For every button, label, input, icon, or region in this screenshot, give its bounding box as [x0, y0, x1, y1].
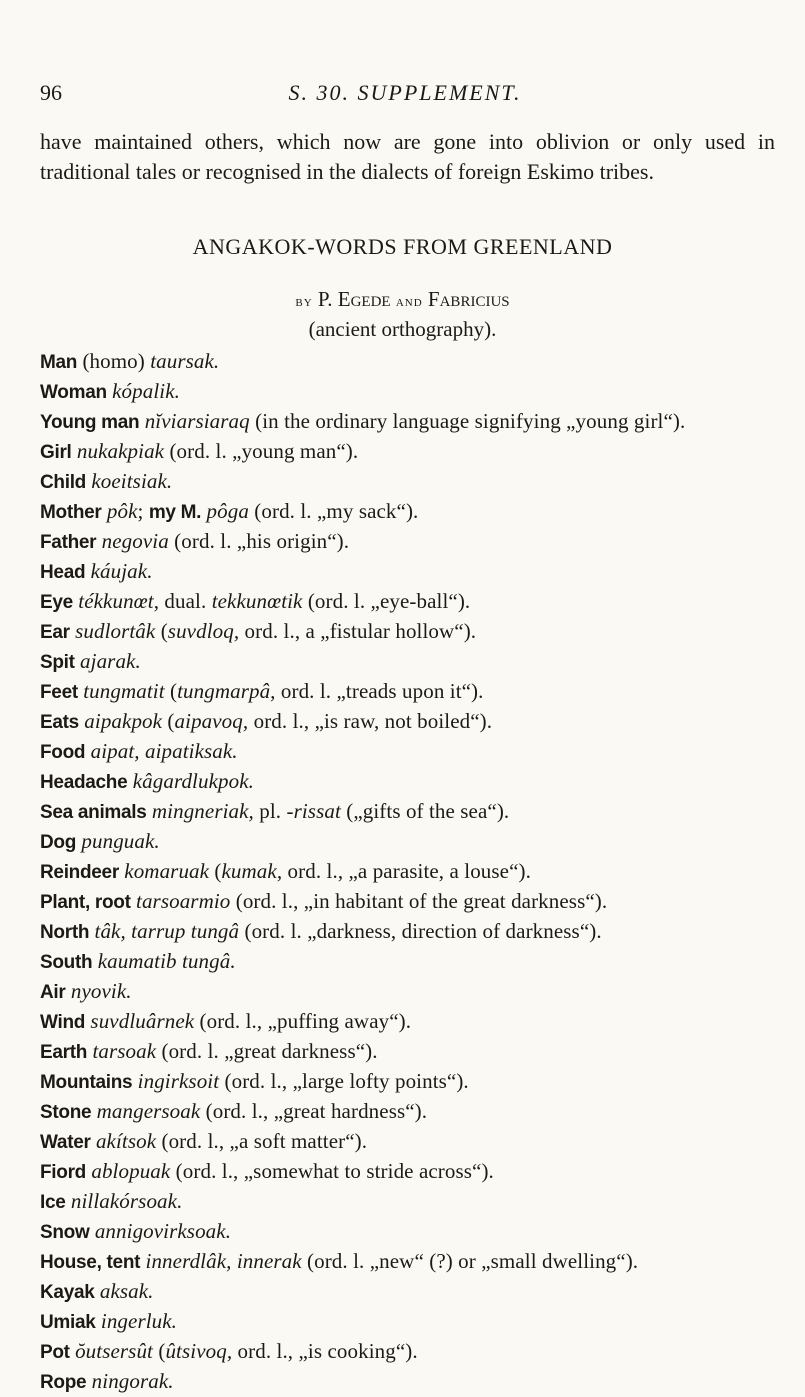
section-title: ANGAKOK-WORDS FROM GREENLAND: [192, 234, 613, 259]
entry-text: (: [155, 619, 168, 643]
word-entry: [40, 857, 775, 887]
entry-headword: Water: [40, 1132, 91, 1153]
author-egede: P. Egede: [317, 287, 391, 311]
entry-angakok-word: ûtsivoq,: [165, 1339, 233, 1363]
entry-angakok-word: suvdloq,: [167, 619, 240, 643]
byline-and: and: [395, 294, 423, 310]
entry-angakok-word: akítsok: [95, 1129, 157, 1153]
entry-text: (: [209, 859, 222, 883]
entry-text: (ord. l. „eye-ball“).: [302, 589, 471, 613]
entry-headword: Kayak: [40, 1282, 95, 1303]
entry-text: ;: [137, 499, 149, 523]
entry-headword: Mother: [40, 502, 102, 523]
word-entry: [40, 1307, 775, 1337]
entry-headword: Earth: [40, 1042, 88, 1063]
word-entry: [40, 407, 775, 437]
entry-angakok-word: taursak.: [150, 349, 220, 373]
word-entry: [40, 1037, 775, 1067]
entry-angakok-word: kópalik.: [112, 379, 180, 403]
entry-headword: Mountains: [40, 1072, 133, 1093]
entry-headword: my M.: [148, 502, 202, 523]
word-entry: [40, 377, 775, 407]
entry-headword: Young man: [40, 412, 140, 433]
entry-headword: Pot: [40, 1342, 70, 1363]
entry-text: (: [153, 1339, 166, 1363]
word-entry: [40, 947, 775, 977]
orthography-note: (ancient orthography).: [308, 317, 497, 341]
entry-angakok-word: -rissat: [286, 799, 341, 823]
entry-text: ord. l., „is cooking“).: [232, 1339, 418, 1363]
entry-headword: Child: [40, 472, 86, 493]
entry-headword: Food: [40, 742, 86, 763]
entry-text: (ord. l., „great hardness“).: [200, 1099, 428, 1123]
word-entry: [40, 647, 775, 677]
word-entry: [40, 1277, 775, 1307]
page-number: 96: [40, 80, 62, 105]
entry-text: (ord. l. „darkness, direction of darkness“).: [239, 919, 602, 943]
entry-text: (: [162, 709, 175, 733]
word-list: [40, 347, 775, 1397]
page-header: [40, 80, 770, 110]
entry-headword: Air: [40, 982, 66, 1003]
word-entry: [40, 527, 775, 557]
entry-angakok-word: komaruak: [124, 859, 210, 883]
entry-headword: Plant, root: [40, 892, 131, 913]
word-entry: [40, 587, 775, 617]
entry-headword: North: [40, 922, 90, 943]
entry-text: (ord. l., „a soft matter“).: [156, 1129, 368, 1153]
word-entry: [40, 1127, 775, 1157]
word-entry: [40, 1247, 775, 1277]
entry-angakok-word: tekkunœtik: [211, 589, 303, 613]
entry-angakok-word: tékkunœt,: [78, 589, 160, 613]
word-entry: [40, 437, 775, 467]
word-entry: [40, 1187, 775, 1217]
entry-text: (in the ordinary language signifying „young girl“).: [249, 409, 686, 433]
word-entry: [40, 737, 775, 767]
word-entry: [40, 1007, 775, 1037]
intro-paragraph: have maintained others, which now are gone into oblivion or only used in traditional tales or recognised in the dialects of foreign Eskimo tribes.: [40, 129, 775, 184]
entry-angakok-word: ajarak.: [80, 649, 141, 673]
entry-angakok-word: tungmarpâ,: [177, 679, 276, 703]
entry-text: (ord. l., „somewhat to stride across“).: [170, 1159, 494, 1183]
entry-angakok-word: nukakpiak: [76, 439, 165, 463]
entry-headword: Stone: [40, 1102, 92, 1123]
byline: [0, 287, 805, 312]
entry-text: ord. l. „treads upon it“).: [275, 679, 484, 703]
entry-angakok-word: tungmatit: [83, 679, 165, 703]
entry-text: (ord. l., „puffing away“).: [194, 1009, 412, 1033]
entry-text: ord. l., „is raw, not boiled“).: [248, 709, 493, 733]
word-entry: [40, 1097, 775, 1127]
entry-text: pl.: [253, 799, 287, 823]
entry-headword: Ear: [40, 622, 70, 643]
entry-headword: Girl: [40, 442, 72, 463]
entry-angakok-word: suvdluârnek: [90, 1009, 195, 1033]
word-entry: [40, 1367, 775, 1397]
entry-headword: Headache: [40, 772, 128, 793]
entry-headword: Head: [40, 562, 86, 583]
word-entry: [40, 1337, 775, 1367]
entry-angakok-word: ningorak.: [91, 1369, 174, 1393]
entry-angakok-word: aipakpok: [84, 709, 163, 733]
word-entry: [40, 887, 775, 917]
entry-headword: Woman: [40, 382, 107, 403]
entry-angakok-word: kumak,: [221, 859, 283, 883]
entry-headword: Wind: [40, 1012, 86, 1033]
entry-headword: Snow: [40, 1222, 90, 1243]
entry-angakok-word: nĭviarsiaraq: [144, 409, 250, 433]
entry-angakok-word: tarsoak: [92, 1039, 157, 1063]
word-entry: [40, 677, 775, 707]
entry-angakok-word: koeitsiak.: [91, 469, 173, 493]
entry-text: (homo): [77, 349, 151, 373]
entry-angakok-word: pôk: [106, 499, 138, 523]
entry-angakok-word: kâgardlukpok.: [132, 769, 254, 793]
entry-text: (ord. l. „great darkness“).: [156, 1039, 378, 1063]
entry-headword: Sea animals: [40, 802, 147, 823]
word-entry: [40, 467, 775, 497]
entry-headword: Fiord: [40, 1162, 86, 1183]
byline-by: by: [295, 294, 313, 310]
entry-angakok-word: kaumatib tungâ.: [97, 949, 236, 973]
word-entry: [40, 977, 775, 1007]
word-entry: [40, 1067, 775, 1097]
entry-headword: Rope: [40, 1372, 87, 1393]
word-entry: [40, 917, 775, 947]
entry-angakok-word: tâk, tarrup tungâ: [94, 919, 240, 943]
entry-headword: Reindeer: [40, 862, 119, 883]
entry-headword: Man: [40, 352, 78, 373]
entry-angakok-word: ablориak: [91, 1159, 171, 1183]
entry-angakok-word: káujak.: [90, 559, 153, 583]
entry-headword: Father: [40, 532, 97, 553]
word-entry: [40, 797, 775, 827]
entry-headword: Eye: [40, 592, 73, 613]
entry-angakok-word: ŏutsersût: [75, 1339, 153, 1363]
entry-angakok-word: ingerluk.: [100, 1309, 178, 1333]
entry-angakok-word: ingirksoit: [137, 1069, 220, 1093]
entry-text: (ord. l. „my sack“).: [248, 499, 419, 523]
entry-text: ord. l., a „fistular hollow“).: [239, 619, 477, 643]
author-fabricius: Fabricius: [427, 287, 510, 311]
entry-headword: Ice: [40, 1192, 66, 1213]
entry-headword: Spit: [40, 652, 75, 673]
entry-angakok-word: punguak.: [81, 829, 160, 853]
entry-angakok-word: pôga: [206, 499, 249, 523]
entry-headword: House, tent: [40, 1252, 141, 1273]
entry-angakok-word: aksak.: [99, 1279, 154, 1303]
word-entry: [40, 1157, 775, 1187]
word-entry: [40, 497, 775, 527]
entry-angakok-word: mangersoak: [96, 1099, 201, 1123]
word-entry: [40, 347, 775, 377]
entry-angakok-word: nyovik.: [70, 979, 132, 1003]
entry-headword: South: [40, 952, 93, 973]
word-entry: [40, 767, 775, 797]
entry-text: dual.: [159, 589, 212, 613]
word-entry: [40, 617, 775, 647]
entry-text: (ord. l. „his origin“).: [168, 529, 350, 553]
entry-headword: Umiak: [40, 1312, 96, 1333]
entry-headword: Feet: [40, 682, 78, 703]
word-entry: [40, 827, 775, 857]
entry-angakok-word: aipavoq,: [174, 709, 249, 733]
entry-angakok-word: innerdlâk, innerak: [145, 1249, 302, 1273]
entry-text: (ord. l., „large lofty points“).: [219, 1069, 469, 1093]
word-entry: [40, 1217, 775, 1247]
word-entry: [40, 707, 775, 737]
running-head: S. 30. SUPPLEMENT.: [288, 80, 522, 105]
entry-text: (ord. l. „new“ (?) or „small dwelling“).: [301, 1249, 639, 1273]
entry-angakok-word: aipat, aipatiksak.: [90, 739, 238, 763]
entry-text: („gifts of the sea“).: [340, 799, 510, 823]
entry-text: ord. l., „a parasite, a louse“).: [282, 859, 531, 883]
entry-headword: Dog: [40, 832, 77, 853]
entry-headword: Eats: [40, 712, 79, 733]
entry-angakok-word: annigovirksoak.: [94, 1219, 232, 1243]
entry-text: (: [164, 679, 178, 703]
entry-angakok-word: tarsoarmio: [136, 889, 231, 913]
entry-angakok-word: nillakórsoak.: [70, 1189, 183, 1213]
entry-angakok-word: negovia: [101, 529, 169, 553]
entry-text: (ord. l. „young man“).: [164, 439, 359, 463]
entry-angakok-word: sudlortâk: [75, 619, 156, 643]
entry-text: (ord. l., „in habitant of the great darkness“).: [230, 889, 608, 913]
word-entry: [40, 557, 775, 587]
entry-angakok-word: mingneriak,: [151, 799, 254, 823]
